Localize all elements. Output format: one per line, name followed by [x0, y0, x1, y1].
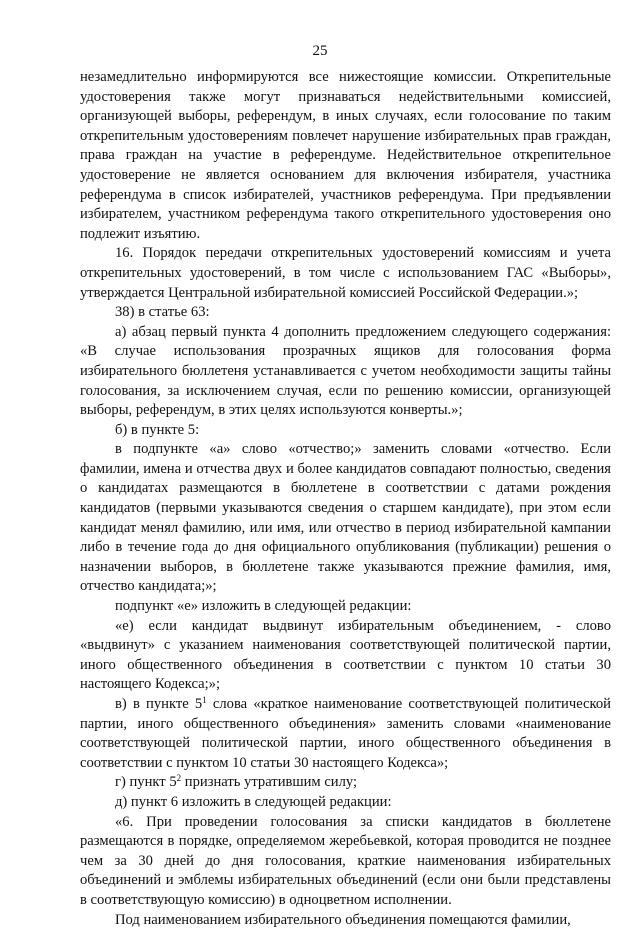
superscript-index: 1 [202, 695, 207, 705]
paragraph-absentee-certificates-invalid: незамедлительно информируются все нижестоящие комиссии. Открепительные удостоверения также могут признаваться недействительными комиссией, организующей выборы, референдум, в иных случаях, если голосование по таким открепительным удостоверениям повлечет нарушение избирательных прав граждан, права граждан на участие в референдуме. Недействительное открепительное удостоверение не является основанием для включения избирателя, участника референдума в список избирателей, участников референдума. При предъявлении избирателем, участником референдума такого открепительного удостоверения оно подлежит изъятию. [80, 69, 611, 242]
paragraph-subitem-g-end: признать утратившим силу; [181, 774, 358, 791]
paragraph-subparagraph-e-intro: подпункт «е» изложить в следующей редакции: [115, 598, 412, 615]
paragraph-subitem-g-start: г) пункт 5 [115, 774, 177, 791]
paragraph-subitem-a: а) абзац первый пункта 4 дополнить предложением следующего содержания: «В случае использования прозрачных ящиков для голосования форма избирательного бюллетеня устанавливается с учетом необходимости защиты тайны голосования, за исключением случая, если по решению комиссии, организующей выборы, референдум, в этих целях используются конверты.»; [80, 323, 611, 419]
paragraph-subitem-d: д) пункт 6 изложить в следующей редакции: [115, 793, 392, 810]
paragraph-subitem-g [80, 773, 611, 793]
page-number: 25 [312, 43, 328, 59]
paragraph-continued: Под наименованием избирательного объединения помещаются фамилии, [115, 911, 571, 928]
paragraph-item-16: 16. Порядок передачи открепительных удостоверений комиссиям и учета открепительных удостоверений, в том числе с использованием ГАС «Выборы», утверждается Центральной избирательной комиссией Российской Федерации.»; [80, 245, 611, 301]
paragraph-subparagraph-a-replacement: в подпункте «а» слово «отчество;» заменить словами «отчество. Если фамилии, имена и отчества двух и более кандидатов совпадают полностью, сведения о кандидатах размещаются в бюллетене в соответствии с датами рождения кандидатов (первыми указываются сведения о старшем кандидате), при этом если кандидат менял фамилию, или имя, или отчество в период избирательной кампании либо в течение года до дня официального опубликования (публикации) решения о назначении выборов, в бюллетене также указываются прежние фамилия, имя, отчество кандидата;»; [80, 441, 611, 595]
paragraph-subitem-b: б) в пункте 5: [115, 421, 200, 438]
paragraph-subitem-v-end: слова «краткое наименование соответствующей политической партии, иного общественного объединения» заменить словами «наименование соответствующей политической партии, иного общественного объединения в соответствии с пунктом 10 статьи 30 настоящего Кодекса»; [80, 696, 611, 771]
paragraph-item-6-text: «6. При проведении голосования за списки кандидатов в бюллетене размещаются в порядке, определяемом жеребьевкой, которая проводится не позднее чем за 30 дней до дня голосования, краткие наименования избирательных объединений и эмблемы избирательных объединений (если они были представлены в соответствующую комиссию) в одноцветном исполнении. [80, 813, 611, 908]
document-body [80, 68, 611, 930]
superscript-index: 2 [176, 773, 182, 784]
paragraph-subitem-v [80, 695, 611, 773]
paragraph-subparagraph-e-text: «е) если кандидат выдвинут избирательным объединением, - слово «выдвинут» с указанием наименования соответствующей политической партии, иного общественного объединения в соответствии с пунктом 10 статьи 30 настоящего Кодекса;»; [80, 617, 611, 693]
paragraph-subitem-v-start: в) в пункте 5 [115, 696, 203, 712]
paragraph-item-38: 38) в статье 63: [115, 304, 210, 321]
